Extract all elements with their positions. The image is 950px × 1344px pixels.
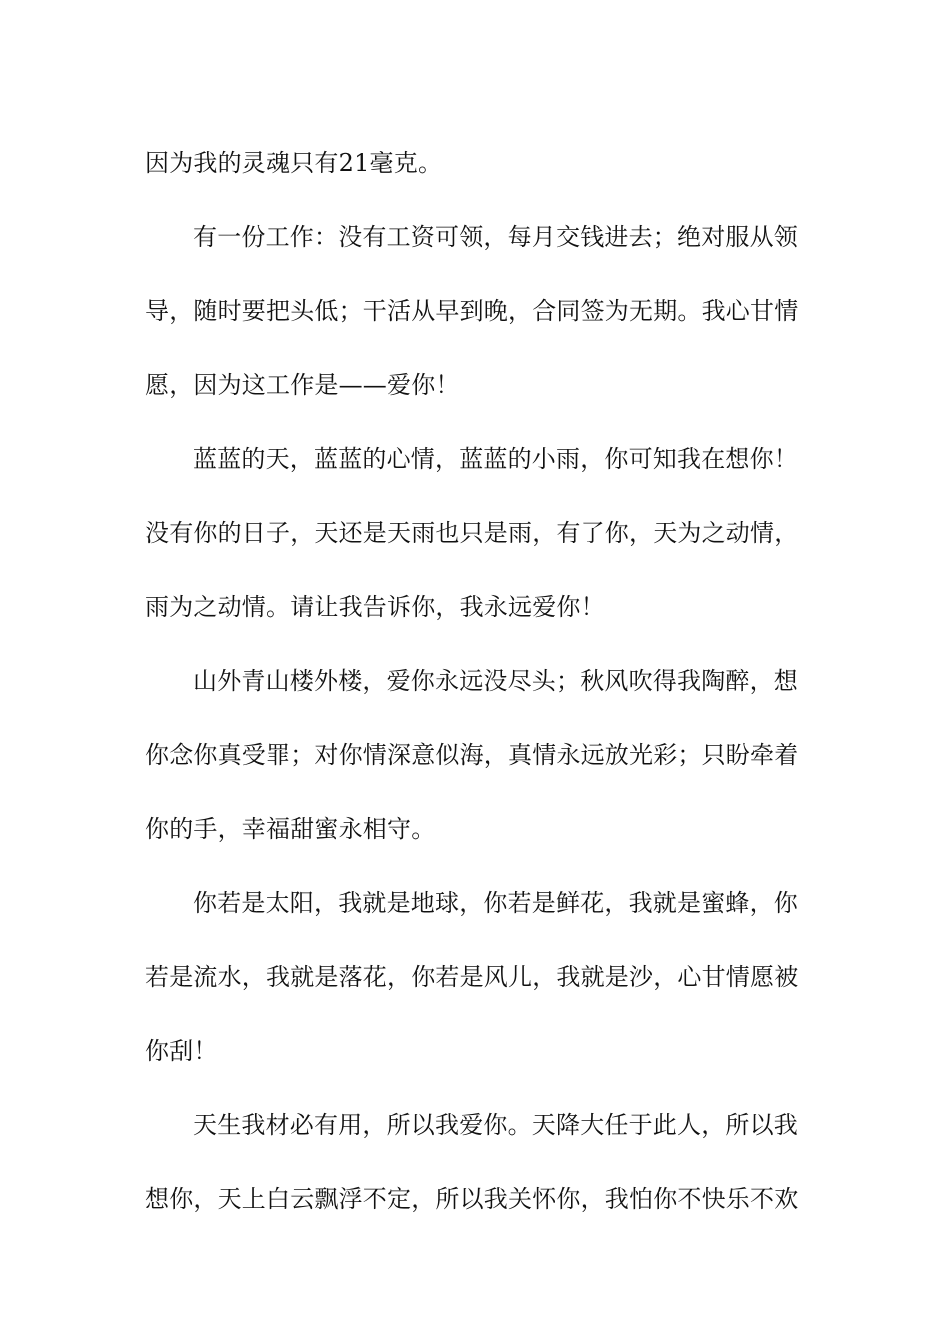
text-line: 蓝蓝的天，蓝蓝的心情，蓝蓝的小雨，你可知我在想你！: [193, 445, 798, 473]
paragraph: [145, 644, 810, 866]
text-line: 山外青山楼外楼，爱你永远没尽头；秋风吹得我陶醉，想: [193, 667, 798, 695]
paragraph: [145, 1088, 810, 1236]
text-line: 雨为之动情。请让我告诉你，我永远爱你！: [145, 593, 605, 621]
paragraph: [145, 866, 810, 1088]
text-line: 有一份工作：没有工资可领，每月交钱进去；绝对服从领: [193, 223, 798, 251]
text-line: 天生我材必有用，所以我爱你。天降大任于此人，所以我: [193, 1111, 798, 1139]
text-line: 导，随时要把头低；干活从早到晚，合同签为无期。我心甘情: [145, 297, 799, 325]
paragraph: [145, 200, 810, 422]
paragraph: [145, 126, 810, 200]
text-line: 愿，因为这工作是——爱你！: [145, 371, 460, 399]
text-line: 想你，天上白云飘浮不定，所以我关怀你，我怕你不快乐不欢: [145, 1185, 799, 1213]
text-line: 你念你真受罪；对你情深意似海，真情永远放光彩；只盼牵着: [145, 741, 799, 769]
text-line: 你的手，幸福甜蜜永相守。: [145, 815, 436, 843]
text-line: 因为我的灵魂只有21毫克。: [145, 149, 443, 177]
text-line: 你刮！: [145, 1037, 218, 1065]
text-line: 若是流水，我就是落花，你若是风儿，我就是沙，心甘情愿被: [145, 963, 799, 991]
paragraph: [145, 422, 810, 644]
text-line: 没有你的日子，天还是天雨也只是雨，有了你，天为之动情，: [145, 519, 799, 547]
document-body: [145, 126, 810, 1236]
text-line: 你若是太阳，我就是地球，你若是鲜花，我就是蜜蜂，你: [193, 889, 798, 917]
